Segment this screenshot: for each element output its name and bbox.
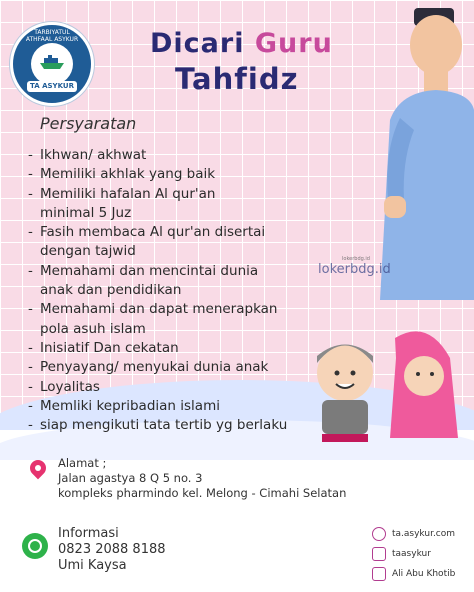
list-item: - Memahami dan mencintai dunia — [28, 262, 328, 281]
list-item-continuation: anak dan pendidikan — [40, 282, 182, 299]
social-links — [372, 524, 455, 584]
instagram-link[interactable] — [372, 544, 455, 564]
website-label: ta.asykur.com — [392, 529, 456, 539]
address-label: Alamat ; — [58, 456, 107, 470]
contact-label: Informasi — [58, 526, 119, 541]
website-link[interactable] — [372, 524, 455, 544]
list-item-continuation: pola asuh islam — [40, 320, 146, 337]
watermark-main: lokerbdg.id — [318, 262, 391, 277]
title-line-1 — [150, 28, 333, 59]
address-line-1: Jalan agastya 8 Q 5 no. 3 — [58, 471, 203, 485]
facebook-icon — [372, 567, 386, 581]
ship-icon — [39, 55, 65, 71]
instagram-icon — [372, 547, 386, 561]
list-item: - Memliki kepribadian islami — [28, 397, 328, 416]
list-item-continuation: minimal 5 Juz — [40, 204, 132, 221]
title-dicari: Dicari — [150, 28, 245, 59]
list-item: - Penyayang/ menyukai dunia anak — [28, 358, 328, 377]
instagram-label: taasykur — [392, 549, 431, 559]
title-tahfidz: Tahfidz — [175, 62, 299, 96]
teacher-illustration — [370, 0, 474, 300]
facebook-label: Ali Abu Khotib — [392, 569, 456, 579]
logo-inner-circle — [31, 43, 73, 85]
school-logo — [10, 22, 94, 106]
logo-ring-text: TARBIYATUL ATHFAAL ASYKUR — [25, 29, 79, 43]
whatsapp-icon — [22, 533, 48, 559]
list-item: - Memiliki hafalan Al qur'an — [28, 185, 328, 204]
list-item: - Memiliki akhlak yang baik — [28, 165, 328, 184]
watermark — [318, 256, 391, 277]
list-item: - Memahami dan dapat menerapkan — [28, 300, 328, 319]
contact-block — [58, 526, 166, 574]
kids-illustration — [300, 318, 470, 448]
facebook-link[interactable] — [372, 564, 455, 584]
logo-badge: TA ASYKUR — [27, 81, 77, 92]
requirements-list — [28, 146, 328, 435]
section-heading: Persyaratan — [40, 114, 137, 133]
list-item-continuation: dengan tajwid — [40, 243, 136, 260]
title-guru: Guru — [254, 28, 333, 59]
watermark-small: lokerbdg.id — [342, 256, 370, 262]
list-item: - siap mengikuti tata tertib yg berlaku — [28, 416, 328, 435]
list-item: - Loyalitas — [28, 378, 328, 397]
address-block — [58, 456, 346, 501]
contact-phone[interactable]: 0823 2088 8188 — [58, 542, 166, 557]
list-item: - Fasih membaca Al qur'an disertai — [28, 223, 328, 242]
address-line-2: kompleks pharmindo kel. Melong - Cimahi Selatan — [58, 486, 347, 500]
list-item: - Ikhwan/ akhwat — [28, 146, 328, 165]
globe-icon — [372, 527, 386, 541]
contact-name: Umi Kaysa — [58, 558, 127, 573]
list-item: - Inisiatif Dan cekatan — [28, 339, 328, 358]
